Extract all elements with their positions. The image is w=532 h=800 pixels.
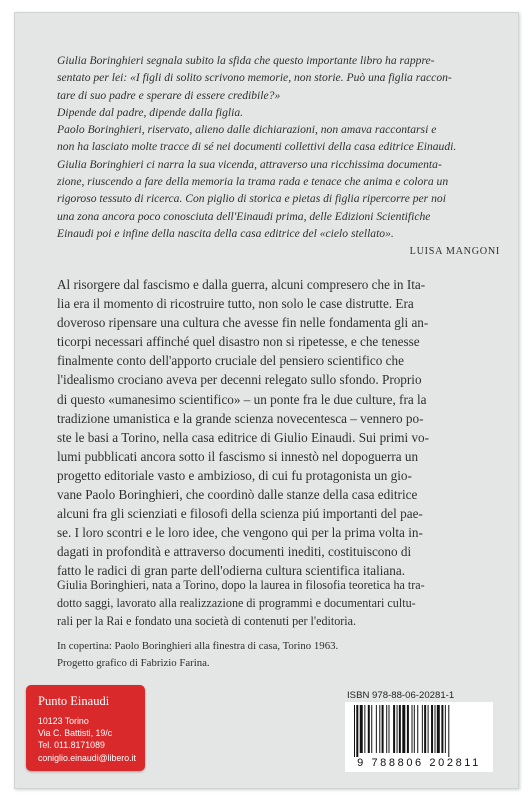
quote-line: una zona ancora poco conosciuta dell'Einaudi prima, delle Edizioni Scientifiche <box>57 209 431 223</box>
quote-line: non ha lasciato molte tracce di sé nei documenti collettivi della casa editrice Einaudi. <box>57 140 457 154</box>
blurb-line: ste le basi a Torino, nella casa editrice di Giulio Einaudi. Sui primi vo- <box>57 429 430 445</box>
design-credit: Progetto grafico di Fabrizio Farina. <box>57 657 210 669</box>
blurb-line: Al risorgere dal fascismo e dalla guerra, alcuni compresero che in Ita- <box>57 277 426 292</box>
sticker-address <box>38 715 136 764</box>
blurb-line: doveroso ripensare una cultura che avesse fin nelle fondamenta gli an- <box>57 315 429 331</box>
bio-line: rali per la Rai e fondato una società di contenuti per l'editoria. <box>57 613 357 628</box>
blurb-line: progetto editoriale vasto e ambizioso, di cui fu protagonista un gio- <box>57 467 412 483</box>
isbn-barcode <box>345 702 493 772</box>
cover-credit: In copertina: Paolo Boringhieri alla finestra di casa, Torino 1963. <box>57 640 339 652</box>
blurb-line: alcuni fra gli scienziati e filosofi della scienza piú importanti del pae- <box>57 506 423 522</box>
sticker-email: coniglio.einaudi@libero.it <box>38 752 136 763</box>
bio-line: dotto saggi, lavorato alla realizzazione di programmi e documentari cultu- <box>57 595 416 610</box>
blurb-line: di questo «umanesimo scientifico» – un ponte fra le due culture, fra la <box>57 391 427 407</box>
quote-line: rigoroso tessuto di ricerca. Con piglio di storica e pietas di figlia ripercorre per noi <box>57 192 446 206</box>
blurb-paragraph <box>57 275 504 581</box>
barcode-digits: 9 788806 202811 <box>357 757 481 769</box>
blurb-line: dagati in profondità e attraverso documenti inediti, costituiscono di <box>57 544 412 560</box>
sticker-street: Via C. Battisti, 19/c <box>38 728 113 739</box>
blurb-line: vane Paolo Boringhieri, che coordinò dalle stanze della casa editrice <box>57 487 418 503</box>
quote-line: Giulia Boringhieri segnala subito la sfida che questo importante libro ha rappre- <box>57 54 435 67</box>
quote-line: Paolo Boringhieri, riservato, alieno dalle dichiarazioni, non amava raccontarsi e <box>57 123 437 137</box>
credits <box>57 638 504 672</box>
blurb-line: finalmente conto dell'apporto cruciale del pensiero scientifico che <box>57 353 404 369</box>
quote-line: zione, riuscendo a fare della memoria la trama rada e tenace che anima e colora un <box>57 175 449 189</box>
blurb-line: fatto le radici di gran parte dell'odierna cultura scientifica italiana. <box>57 563 406 579</box>
blurb-line: se. I loro scontri e le loro idee, che vengono qui per la prima volta in- <box>57 525 423 541</box>
quote-block <box>57 52 500 260</box>
blurb-line: tradizione umanistica e la grande scienza novecentesca – vennero po- <box>57 410 424 426</box>
blurb-line: ticorpi necessari affinché quel disastro non si ripetesse, e che tenesse <box>57 334 420 350</box>
quote-signature: LUISA MANGONI <box>409 246 500 258</box>
blurb-line: lia era il momento di ricostruire tutto, non solo le case distrutte. Era <box>57 296 414 312</box>
quote-line: Giulia Boringhieri ci narra la sua vicenda, attraverso una ricchissima documenta- <box>57 157 442 171</box>
quote-line: tare di suo padre e sperare di essere credibile?» <box>57 88 281 102</box>
sticker-city: 10123 Torino <box>38 716 89 726</box>
sticker-title: Punto Einaudi <box>38 694 110 708</box>
bookshop-sticker <box>26 685 145 771</box>
quote-line: Einaudi poi e infine della nascita della casa editrice del «cielo stellato». <box>57 226 394 240</box>
quote-line: Dipende dal padre, dipende dalla figlia. <box>57 105 244 119</box>
quote-line: sentato per lei: «I figli di solito scrivono memorie, non storie. Può una figlia raccon- <box>57 71 452 85</box>
blurb-line: lumi pubblicati ancora sotto il fascismo si innestò nel dopoguerra un <box>57 448 419 464</box>
blurb-line: l'idealismo crociano aveva per decenni relegato sullo sfondo. Proprio <box>57 372 422 388</box>
bio-line: Giulia Boringhieri, nata a Torino, dopo la laurea in filosofia teoretica ha tra- <box>57 578 425 592</box>
isbn-label: ISBN 978-88-06-20281-1 <box>347 690 455 701</box>
author-bio <box>57 577 504 630</box>
barcode-icon <box>345 702 493 758</box>
sticker-phone: Tel. 011.8171089 <box>38 740 105 751</box>
